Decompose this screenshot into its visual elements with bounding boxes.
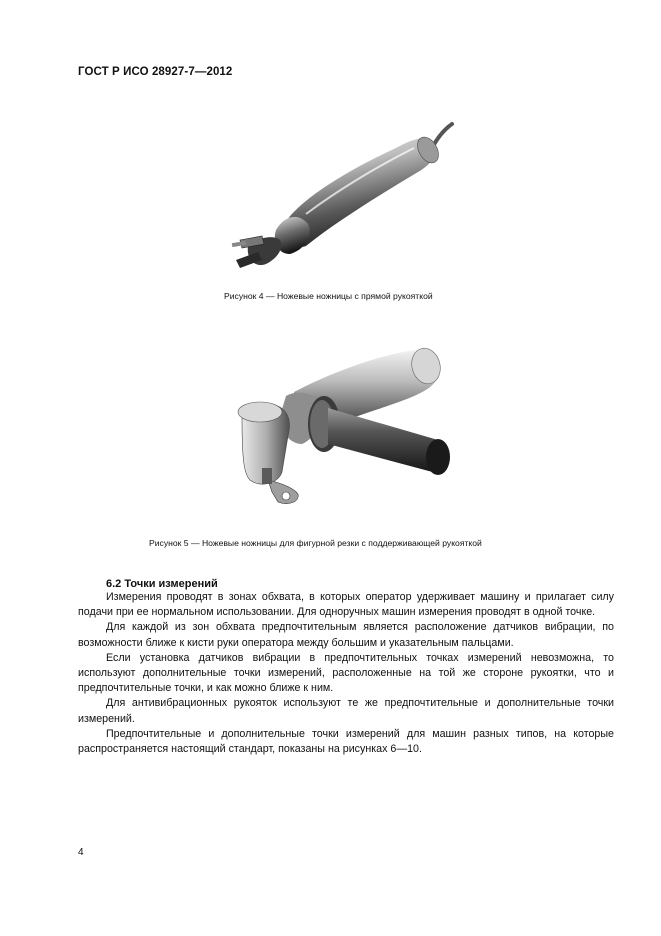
document-header: ГОСТ Р ИСО 28927-7—2012 — [78, 66, 233, 78]
section-title: 6.2 Точки измерений — [106, 578, 218, 590]
figure-5-caption: Рисунок 5 — Ножевые ножницы для фигурной резки с поддерживающей рукояткой — [149, 538, 482, 548]
paragraph: Для каждой из зон обхвата предпочтительным является расположение датчиков вибрации, по возможности ближе к кисти руки оператора между большим и указательным пальцами. — [78, 621, 614, 649]
figure-4-straight-nibbler — [228, 118, 468, 278]
paragraph: Предпочтительные и дополнительные точки измерений для машин разных типов, на которые распространяется настоящий стандарт, показаны на рисунках 6—10. — [78, 727, 614, 756]
figure-4-caption: Рисунок 4 — Ножевые ножницы с прямой рукояткой — [224, 291, 433, 301]
page-number: 4 — [78, 847, 84, 858]
paragraph: Для антивибрационных рукояток используют те же предпочтительные и дополнительные точки измерений. — [78, 697, 614, 725]
figure-5-contour-nibbler — [232, 340, 464, 510]
paragraph: Измерения проводят в зонах обхвата, в которых оператор удерживает машину и прилагает силу подачи при ее нормальном использовании. Для одноручных машин измерения проводят в одной точке. — [78, 591, 614, 619]
paragraph: Если установка датчиков вибрации в предпочтительных точках измерений невозможна, то используют дополнительные точки измерений, расположенные на той же стороне рукоятки, что и предпочтительные точки, и как можно ближе к ним. — [78, 651, 614, 695]
section-body — [78, 590, 614, 757]
